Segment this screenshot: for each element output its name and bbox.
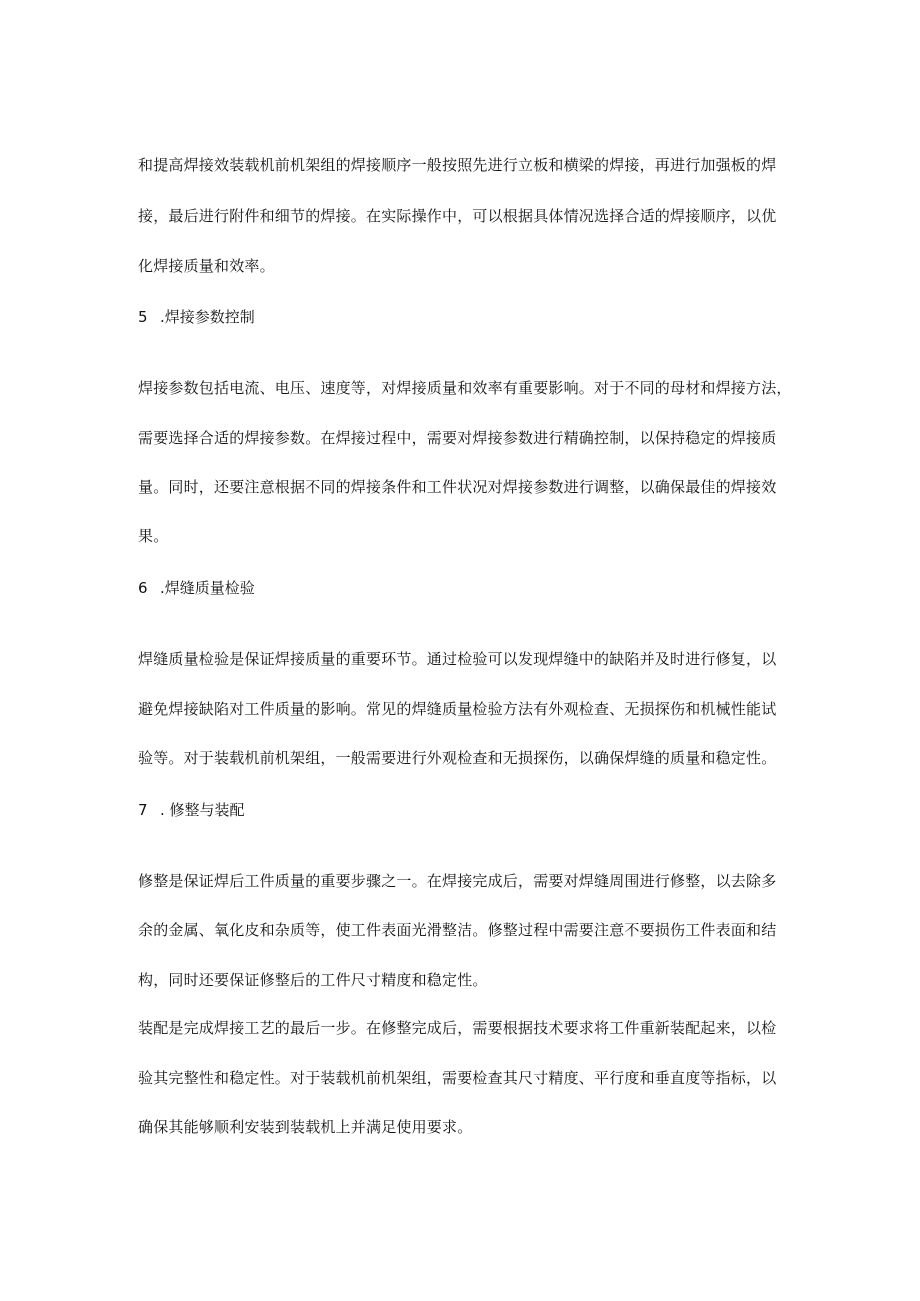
paragraph-line: 装配是完成焊接工艺的最后一步。在修整完成后，需要根据技术要求将工件重新装配起来，以检 (138, 1019, 777, 1037)
section-number: 5 (138, 308, 148, 326)
section-number: 7 (138, 801, 148, 819)
paragraph-line: 修整是保证焊后工件质量的重要步骤之一。在焊接完成后，需要对焊缝周围进行修整，以去除多 (138, 872, 777, 890)
paragraph-line: 需要选择合适的焊接参数。在焊接过程中，需要对焊接参数进行精确控制，以保持稳定的焊接质 (138, 429, 777, 447)
paragraph-line: 验等。对于装载机前机架组，一般需要进行外观检查和无损探伤，以确保焊缝的质量和稳定性。 (138, 749, 777, 767)
section-title: .焊缝质量检验 (160, 579, 255, 597)
section-title: . 修整与装配 (160, 801, 245, 819)
section-number: 6 (138, 579, 148, 597)
section-heading-5 (138, 307, 255, 327)
paragraph-line: 焊缝质量检验是保证焊接质量的重要环节。通过检验可以发现焊缝中的缺陷并及时进行修复，以 (138, 650, 777, 668)
section-heading-7 (138, 800, 245, 820)
paragraph-line: 焊接参数包括电流、电压、速度等，对焊接质量和效率有重要影响。对于不同的母材和焊接方法， (138, 379, 792, 397)
paragraph-line: 量。同时，还要注意根据不同的焊接条件和工件状况对焊接参数进行调整，以确保最佳的焊接效 (138, 478, 777, 496)
paragraph-line: 果。 (138, 527, 169, 545)
paragraph-line: 确保其能够顺利安装到装载机上并满足使用要求。 (138, 1118, 473, 1136)
section-title: .焊接参数控制 (160, 308, 255, 326)
paragraph-line: 化焊接质量和效率。 (138, 257, 275, 275)
section-heading-6 (138, 578, 255, 598)
paragraph-line: 构，同时还要保证修整后的工件尺寸精度和稳定性。 (138, 971, 488, 989)
paragraph-line: 余的金属、氧化皮和杂质等，使工件表面光滑整洁。修整过程中需要注意不要损伤工件表面和结 (138, 921, 777, 939)
paragraph-line: 接，最后进行附件和细节的焊接。在实际操作中，可以根据具体情况选择合适的焊接顺序，以优 (138, 207, 777, 225)
paragraph-line: 避免焊接缺陷对工件质量的影响。常见的焊缝质量检验方法有外观检查、无损探伤和机械性能试 (138, 700, 777, 718)
paragraph-line: 和提高焊接效装载机前机架组的焊接顺序一般按照先进行立板和横梁的焊接，再进行加强板的焊 (138, 156, 777, 174)
paragraph-line: 验其完整性和稳定性。对于装载机前机架组，需要检查其尺寸精度、平行度和垂直度等指标，以 (138, 1069, 777, 1087)
